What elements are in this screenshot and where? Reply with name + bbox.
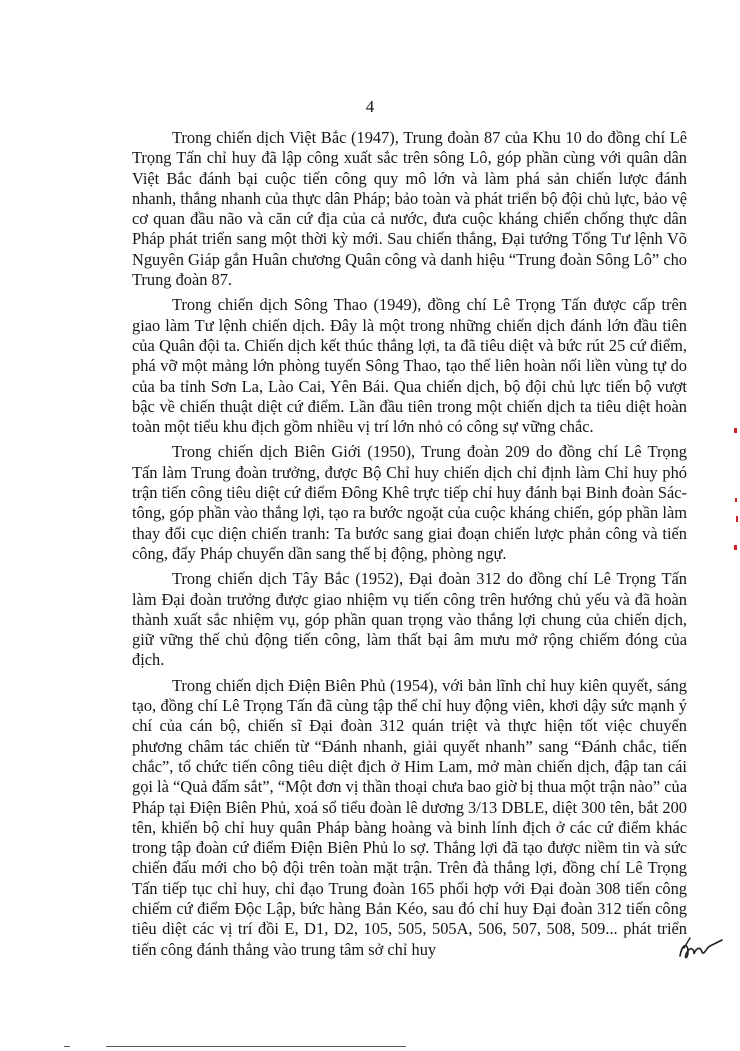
page-number: 4: [365, 97, 375, 116]
paragraph-tay-bac: Trong chiến dịch Tây Bắc (1952), Đại đoàn 312 do đồng chí Lê Trọng Tấn làm Đại đoàn trưởng được giao nhiệm vụ tiến công trên hướng chủ yếu và đã hoàn thành xuất sắc nhiệm vụ, góp phần quan trọng vào thắng lợi chung của chiến dịch, giữ vững thế chủ động tiến công, làm thất bại âm mưu mở rộng chiếm đóng của địch.: [132, 569, 687, 670]
paragraph-viet-bac: Trong chiến dịch Việt Bắc (1947), Trung đoàn 87 của Khu 10 do đồng chí Lê Trọng Tấn chỉ huy đã lập công xuất sắc trên sông Lô, góp phần cùng với quân dân Việt Bắc đánh bại cuộc tiến công quy mô lớn và làm phá sản chiến lược đánh nhanh, thắng nhanh của thực dân Pháp; bảo toàn và phát triển bộ đội chủ lực, bảo vệ cơ quan đầu não và căn cứ địa của cả nước, đưa cuộc kháng chiến chống thực dân Pháp phát triển sang một thời kỳ mới. Sau chiến thắng, Đại tướng Tổng Tư lệnh Võ Nguyên Giáp gắn Huân chương Quân công và danh hiệu “Trung đoàn Sông Lô” cho Trung đoàn 87.: [132, 128, 687, 290]
edge-mark: [736, 516, 738, 522]
paragraph-bien-gioi: Trong chiến dịch Biên Giới (1950), Trung đoàn 209 do đồng chí Lê Trọng Tấn làm Trung đoàn trưởng, được Bộ Chỉ huy chiến dịch chỉ định làm Chỉ huy phó trận tiến công tiêu diệt cứ điểm Đông Khê trực tiếp chỉ huy đánh bại Binh đoàn Sác-tông, góp phần vào thắng lợi, tạo ra bước ngoặt của cuộc kháng chiến, góp phần làm thay đổi cục diện chiến tranh: Ta bước sang giai đoạn chiến lược phản công và tiến công, đẩy Pháp chuyển dần sang thế bị động, phòng ngự.: [132, 442, 687, 563]
edge-mark: [734, 428, 737, 433]
paragraph-song-thao: Trong chiến dịch Sông Thao (1949), đồng chí Lê Trọng Tấn được cấp trên giao làm Tư lệnh chiến dịch. Đây là một trong những chiến dịch đánh lớn đầu tiên của Quân đội ta. Chiến dịch kết thúc thắng lợi, ta đã tiêu diệt và bức rút 25 cứ điểm, phá vỡ một mảng lớn phòng tuyến Sông Thao, tạo thế liên hoàn nối liền vùng tự do của ba tỉnh Sơn La, Lào Cai, Yên Bái. Qua chiến dịch, bộ đội chủ lực tiến bộ vượt bậc về chiến thuật diệt cứ điểm. Lần đầu tiên trong một chiến dịch ta tiêu diệt hoàn toàn một tiểu khu địch gồm nhiều vị trí lớn nhỏ có công sự vững chắc.: [132, 295, 687, 437]
handwritten-initials-signature: [676, 934, 724, 964]
edge-mark: [734, 545, 737, 550]
edge-mark: [735, 498, 737, 502]
scan-line-bottom: [106, 1046, 406, 1047]
paragraph-dien-bien-phu: Trong chiến dịch Điện Biên Phủ (1954), với bản lĩnh chỉ huy kiên quyết, sáng tạo, đồng chí Lê Trọng Tấn đã cùng tập thể chỉ huy động viên, khơi dậy sức mạnh ý chí của cán bộ, chiến sĩ Đại đoàn 312 quán triệt và thực hiện tốt việc chuyển phương châm tác chiến từ “Đánh nhanh, giải quyết nhanh” sang “Đánh chắc, tiến chắc”, tổ chức tiến công tiêu diệt địch ở Him Lam, mở màn chiến dịch, đập tan cái gọi là “Quả đấm sắt”, “Một đơn vị thần thoại chưa bao giờ bị thua một trận nào” của Pháp tại Điện Biên Phủ, xoá sổ tiểu đoàn lê dương 3/13 DBLE, diệt 300 tên, bắt 200 tên, khiến bộ chỉ huy quân Pháp bàng hoàng và binh lính địch ở các cứ điểm khác trong tập đoàn cứ điểm Điện Biên Phủ lo sợ. Thắng lợi đã tạo được niềm tin và sức chiến đấu mới cho bộ đội trên toàn mặt trận. Trên đà thắng lợi, đồng chí Lê Trọng Tấn tiếp tục chỉ huy, chỉ đạo Trung đoàn 165 phối hợp với Đại đoàn 308 tiến công chiếm cứ điểm Độc Lập, bức hàng Bản Kéo, sau đó chỉ huy Đại đoàn 312 tiến công tiêu diệt các vị trí đồi E, D1, D2, 105, 505, 505A, 506, 507, 508, 509... phát triển tiến công đánh thẳng vào trung tâm sở chỉ huy: [132, 675, 687, 959]
scan-line-bottom-left: [64, 1046, 70, 1047]
body-text: [132, 128, 687, 965]
